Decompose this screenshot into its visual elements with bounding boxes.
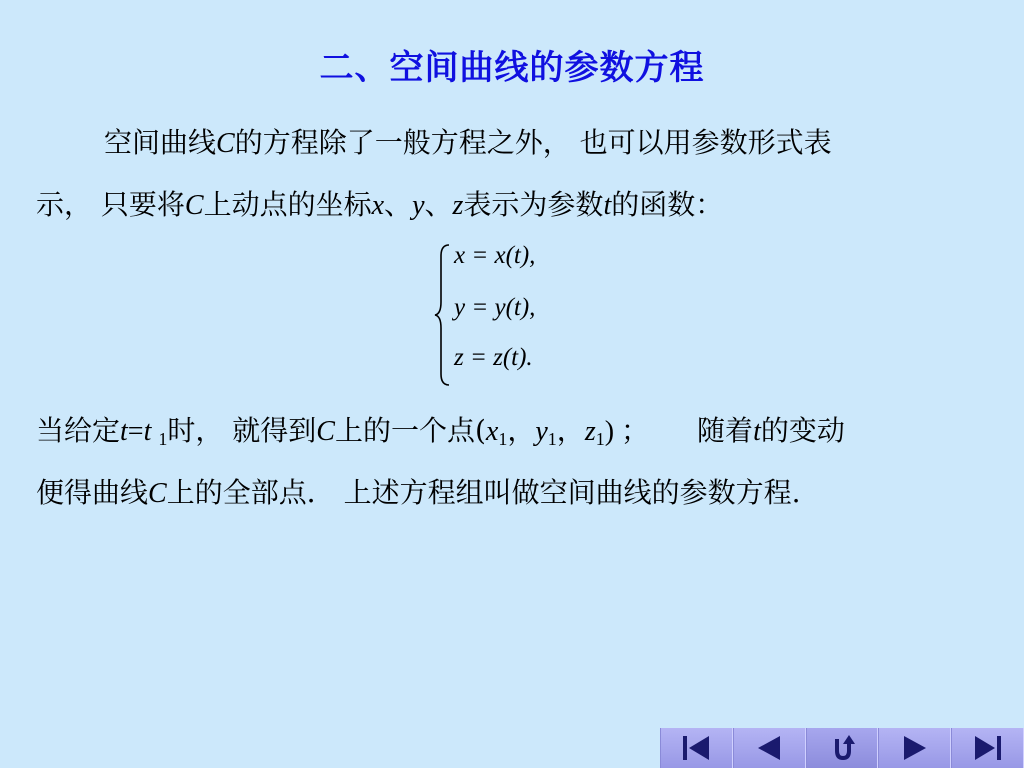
last-slide-icon [971, 733, 1005, 763]
var-z: z [584, 416, 596, 447]
text: ， [556, 414, 585, 447]
text: 上动点的坐标 [203, 188, 372, 221]
next-slide-icon [898, 733, 932, 763]
var-y: y [535, 416, 548, 447]
var-t: t [120, 416, 128, 447]
text: 表示为参数 [463, 188, 604, 221]
previous-slide-button[interactable] [733, 728, 806, 768]
var-t: t [753, 416, 761, 447]
text: 、 [384, 188, 413, 221]
text: 空间曲线 [104, 126, 217, 159]
text: 的函数： [611, 188, 724, 221]
previous-slide-icon [752, 733, 786, 763]
subscript: 1 [498, 429, 508, 449]
var-x: x [485, 416, 499, 447]
slide-navigation-bar [660, 728, 1024, 768]
equation-x: x = x(t), [454, 242, 536, 269]
text: 上的全部点． 上述方程组叫做空间曲线的参数方程. [166, 476, 801, 509]
next-slide-button[interactable] [878, 728, 951, 768]
slide-title: 二、空间曲线的参数方程 [319, 48, 705, 88]
conclusion-line-1 [36, 400, 996, 462]
text: ， [507, 414, 536, 447]
text: 的变动 [760, 414, 845, 447]
text: = [127, 416, 144, 447]
conclusion-paragraph [36, 400, 996, 524]
text: 随着 [697, 414, 754, 447]
intro-paragraph [36, 112, 996, 236]
conclusion-line-2 [36, 462, 996, 524]
text: ) ； [604, 416, 650, 447]
var-x: x [371, 190, 385, 221]
subscript: 1 [547, 429, 557, 449]
var-C: C [184, 190, 204, 221]
var-z: z [452, 190, 464, 221]
intro-line-1 [36, 112, 996, 174]
return-icon [825, 733, 859, 763]
var-C: C [216, 128, 235, 159]
first-slide-icon [679, 733, 713, 763]
subscript: 1 [595, 429, 605, 449]
text: 示， 只要将 [36, 188, 185, 221]
return-button[interactable] [806, 728, 879, 768]
equation-z: z = z(t). [454, 344, 533, 371]
left-brace-icon [432, 242, 452, 388]
equation-y: y = y(t), [454, 294, 536, 321]
parametric-equation-system [432, 242, 612, 388]
var-C: C [148, 478, 167, 509]
text: 的方程除了一般方程之外， 也可以用参数形式表 [234, 126, 832, 159]
first-slide-button[interactable] [660, 728, 733, 768]
var-t: t [143, 416, 159, 447]
text: 、 [424, 188, 453, 221]
var-y: y [412, 190, 425, 221]
text: 当给定 [36, 414, 121, 447]
intro-line-2 [36, 174, 996, 236]
subscript: 1 [158, 429, 168, 449]
var-C: C [316, 416, 335, 447]
text: 上的一个点( [334, 414, 486, 447]
text: 时， 就得到 [167, 414, 317, 447]
text: 便得曲线 [36, 476, 149, 509]
last-slide-button[interactable] [951, 728, 1024, 768]
var-t: t [603, 190, 612, 221]
